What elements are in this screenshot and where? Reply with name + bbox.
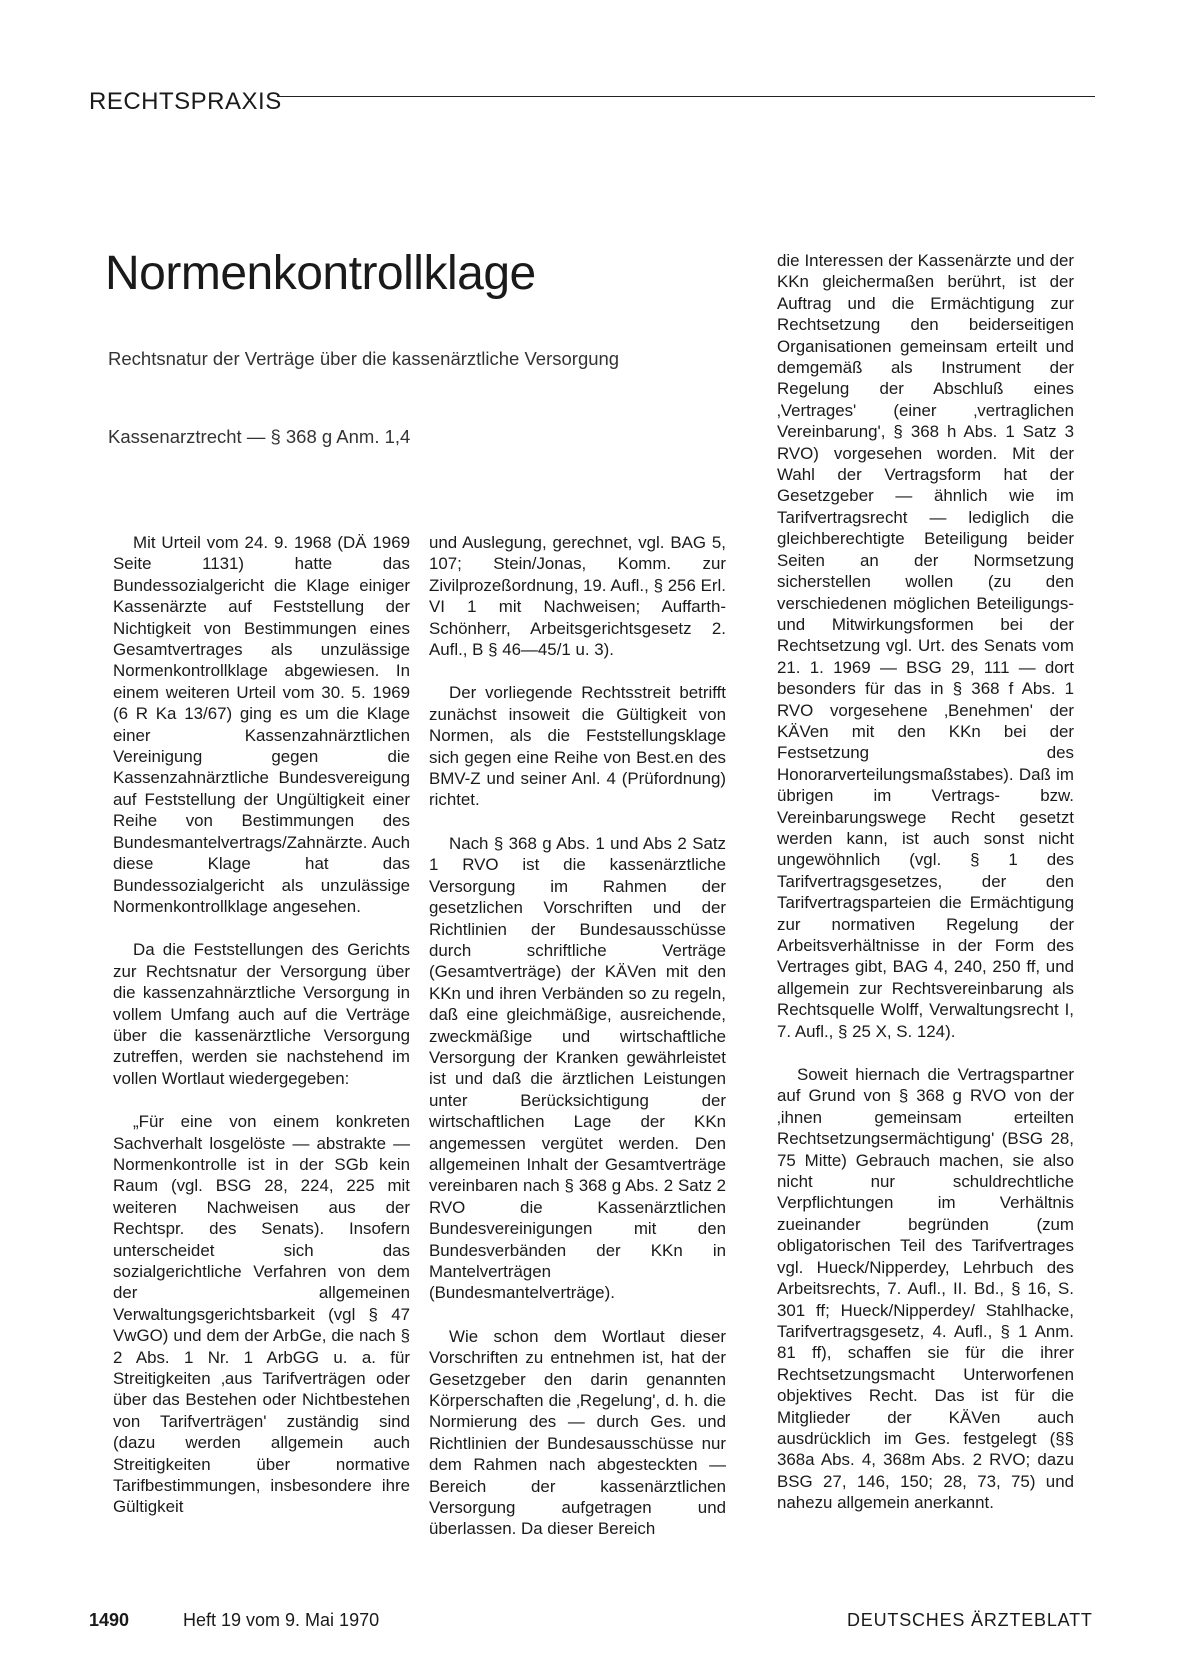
article-title: Normenkontrollklage <box>105 247 536 300</box>
page-number: 1490 <box>89 1610 130 1630</box>
paragraph: Nach § 368 g Abs. 1 und Abs 2 Satz 1 RVO ist die kassenärztliche Versorgung im Rahmen der gesetzlichen Vorschriften und der Richtlinien der Bundesausschüsse durch schriftliche Verträge (Gesamtverträge) der KÄVen mit den KKn und ihren Verbänden so zu regeln, daß eine gleichmäßige, ausreichende, zweckmäßige und wirtschaftliche Versorgung der Kranken gewährleistet ist und daß die ärztlichen Leistungen unter Berücksichtigung der wirtschaftlichen Lage der KKn angemessen vergütet werden. Den allgemeinen Inhalt der Gesamtverträge vereinbaren nach § 368 g Abs. 2 Satz 2 RVO die Kassenärztlichen Bundesvereinigungen mit den Bundesverbänden der KKn in Mantelverträgen (Bundesmantelverträge). <box>429 833 726 1303</box>
text-column-3 <box>777 250 1074 1514</box>
text-column-2 <box>429 532 726 1540</box>
header-rule <box>277 96 1095 97</box>
article-subtitle: Rechtsnatur der Verträge über die kassenärztliche Versorgung <box>108 348 620 369</box>
paragraph: „Für eine von einem konkreten Sachverhalt losgelöste — abstrakte — Normenkontrolle ist in der SGb kein Raum (vgl. BSG 28, 224, 225 mit weiteren Nachweisen aus der Rechtspr. des Senats). Insofern unterscheidet sich das sozialgerichtliche Verfahren von dem der allgemeinen Verwaltungsgerichtsbarkeit (vgl § 47 VwGO) und dem der ArbGe, die nach § 2 Abs. 1 Nr. 1 ArbGG u. a. für Streitigkeiten ‚aus Tarifverträgen oder über das Bestehen oder Nichtbestehen von Tarifverträgen' zuständig sind (dazu werden allgemein auch Streitigkeiten über normative Tarifbestimmungen, insbesondere ihre Gültigkeit <box>113 1112 410 1517</box>
article-keyword: Kassenarztrecht — § 368 g Anm. 1,4 <box>108 426 411 447</box>
paragraph: Wie schon dem Wortlaut dieser Vorschriften zu entnehmen ist, hat der Gesetzgeber den darin genannten Körperschaften die ‚Regelung', d. h. die Normierung des — durch Ges. und Richtlinien der Bundesausschüsse nur dem Rahmen nach abgesteckten — Bereich der kassenärztlichen Versorgung aufgetragen und überlassen. Da dieser Bereich <box>429 1326 726 1539</box>
paragraph: die Interessen der Kassenärzte und der KKn gleichermaßen berührt, ist der Auftrag und die Ermächtigung zur Rechtsetzung den beiderseitigen Organisationen gemeinsam erteilt und demgemäß als Instrument der Regelung der Abschluß eines ‚Vertrages' (einer ‚vertraglichen Vereinbarung', § 368 h Abs. 1 Satz 3 RVO) vorgesehen worden. Mit der Wahl der Vertragsform hat der Gesetzgeber — ähnlich wie im Tarifvertragsrecht — lediglich die gleichberechtigte Beteiligung beider Seiten an der Normsetzung sicherstellen wollen (zu den verschiedenen möglichen Beteiligungs- und Mitwirkungsformen bei der Rechtsetzung vgl. Urt. des Senats vom 21. 1. 1969 — BSG 29, 111 — dort besonders für das in § 368 f Abs. 1 RVO vorgesehene ‚Benehmen' der KÄVen mit den KKn bei der Festsetzung des Honorarverteilungsmaßstabes). Daß im übrigen im Vertrags- bzw. Vereinbarungswege Recht gesetzt werden kann, ist auch sonst nicht ungewöhnlich (vgl. § 1 des Tarifvertragsgesetzes, der den Tarifvertragsparteien die Ermächtigung zur normativen Regelung der Arbeitsverhältnisse in der Form des Vertrages gibt, BAG 4, 240, 250 ff, und allgemein zur Rechtsvereinbarung als Rechtsquelle Wolff, Verwaltungsrecht I, 7. Aufl., § 25 X, S. 124). <box>777 251 1074 1041</box>
paragraph: Soweit hiernach die Vertragspartner auf Grund von § 368 g RVO von der ‚ihnen gemeinsam erteilten Rechtsetzungsermächtigung' (BSG 28, 75 Mitte) Gebrauch machen, sie also nicht nur schuldrechtliche Verpflichtungen im Verhältnis zueinander begründen (zum obligatorischen Teil des Tarifvertrages vgl. Hueck/Nipperdey, Lehrbuch des Arbeitsrechts, 7. Aufl., II. Bd., § 16, S. 301 ff; Hueck/Nipperdey/ Stahlhacke, Tarifvertragsgesetz, 4. Aufl., § 1 Anm. 81 ff), schaffen sie für die ihrer Rechtsetzungsmacht Unterworfenen objektives Recht. Das ist für die Mitglieder der KÄVen auch ausdrücklich im Ges. festgelegt (§§ 368a Abs. 4, 368m Abs. 2 RVO; dazu BSG 27, 146, 150; 28, 73, 75) und nahezu allgemein anerkannt. <box>777 1065 1074 1513</box>
paragraph: Der vorliegende Rechtsstreit betrifft zunächst insoweit die Gültigkeit von Normen, als die Feststellungsklage sich gegen eine Reihe von Best.en des BMV-Z und seiner Anl. 4 (Prüfordnung) richtet. <box>429 683 726 810</box>
journal-name: DEUTSCHES ÄRZTEBLATT <box>847 1610 1093 1630</box>
paragraph: und Auslegung, gerechnet, vgl. BAG 5, 107; Stein/Jonas, Komm. zur Zivilprozeßordnung, 19. Aufl., § 256 Erl. VI 1 mit Nachweisen; Auffarth-Schönherr, Arbeitsgerichtsgesetz 2. Aufl., B § 46—45/1 u. 3). <box>429 533 726 660</box>
section-heading: RECHTSPRAXIS <box>89 88 282 115</box>
paragraph: Mit Urteil vom 24. 9. 1968 (DÄ 1969 Seite 1131) hatte das Bundessozialgericht die Klage einiger Kassenärzte auf Feststellung der Nichtigkeit von Bestimmungen eines Gesamtvertrages als unzulässige Normenkontrollklage abgewiesen. In einem weiteren Urteil vom 30. 5. 1969 (6 R Ka 13/67) ging es um die Klage einer Kassenzahnärztlichen Vereinigung gegen die Kassenzahnärztliche Bundesvereigung auf Feststellung der Ungültigkeit einer Reihe von Bestimmungen des Bundesmantelvertrags/Zahnärzte. Auch diese Klage hat das Bundessozialgericht als unzulässige Normenkontrollklage angesehen. <box>113 533 410 916</box>
paragraph: Da die Feststellungen des Gerichts zur Rechtsnatur der Versorgung über die kassenzahnärztliche Versorgung in vollem Umfang auch auf die Verträge über die kassenärztliche Versorgung zutreffen, werden sie nachstehend im vollen Wortlaut wiedergegeben: <box>113 940 410 1088</box>
issue-info: Heft 19 vom 9. Mai 1970 <box>183 1610 380 1630</box>
text-column-1 <box>113 532 410 1518</box>
